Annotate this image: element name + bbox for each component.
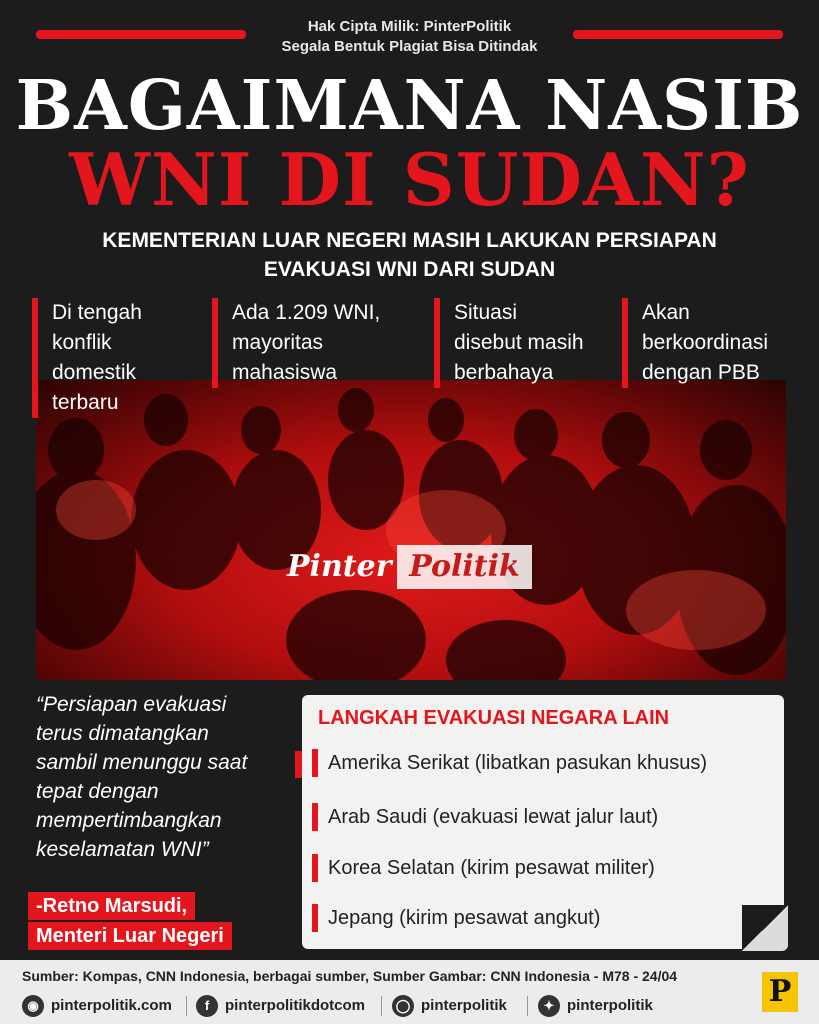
evacuation-card: [302, 695, 784, 949]
speaker-name: -Retno Marsudi,: [28, 892, 195, 920]
instagram-label: pinterpolitik: [421, 997, 507, 1014]
subheadline: [0, 226, 819, 284]
crowd-silhouette-illustration: [36, 380, 786, 680]
facebook-link[interactable]: [196, 994, 365, 1018]
subheadline-line-1: KEMENTERIAN LUAR NEGERI MASIH LAKUKAN PERSIAPAN: [102, 229, 717, 252]
facebook-icon: f: [196, 995, 218, 1017]
copyright-line-2: Segala Bentuk Plagiat Bisa Ditindak: [281, 38, 538, 55]
divider: [527, 996, 528, 1016]
pinterpolitik-watermark: [287, 545, 532, 589]
evacuation-step-2: Arab Saudi (evakuasi lewat jalur laut): [312, 803, 658, 831]
key-point-3: Situasi disebut masih berbahaya: [434, 298, 584, 388]
quote-text: “Persiapan evakuasi terus dimatangkan sambil menunggu saat tepat dengan mempertimbangkan keselamatan WNI”: [36, 693, 248, 861]
key-point-1: Di tengah konflik domestik terbaru: [32, 298, 142, 418]
evacuation-step-4: Jepang (kirim pesawat angkut): [312, 904, 600, 932]
facebook-label: pinterpolitikdotcom: [225, 997, 365, 1014]
sources-text: Sumber: Kompas, CNN Indonesia, berbagai sumber, Sumber Gambar: CNN Indonesia - M78 - 24/04: [22, 968, 678, 984]
twitter-icon: ✦: [538, 995, 560, 1017]
evacuation-step-1: Amerika Serikat (libatkan pasukan khusus): [312, 749, 707, 777]
divider: [186, 996, 187, 1016]
speaker-role: Menteri Luar Negeri: [28, 922, 232, 950]
subheadline-line-2: EVAKUASI WNI DARI SUDAN: [263, 258, 556, 281]
key-point-2: Ada 1.209 WNI, mayoritas mahasiswa: [212, 298, 380, 388]
copyright-line-1: Hak Cipta Milik: PinterPolitik: [307, 18, 512, 35]
headline-line-1: BAGAIMANA NASIB: [15, 66, 804, 146]
divider: [381, 996, 382, 1016]
key-point-4: Akan berkoordinasi dengan PBB: [622, 298, 768, 388]
twitter-link[interactable]: [538, 994, 653, 1018]
watermark-right: Politik: [397, 545, 532, 589]
website-link[interactable]: [22, 994, 172, 1018]
website-label: pinterpolitik.com: [51, 997, 172, 1014]
watermark-left: Pinter: [287, 549, 392, 584]
footer: [0, 960, 819, 1024]
page-curl-decoration: [742, 905, 788, 951]
globe-icon: ◉: [22, 995, 44, 1017]
evacuation-step-3: Korea Selatan (kirim pesawat militer): [312, 854, 655, 882]
evacuees-photo: [36, 380, 786, 680]
copyright-notice: [0, 17, 819, 57]
instagram-link[interactable]: [392, 994, 507, 1018]
key-points: [32, 298, 792, 418]
instagram-icon: ◯: [392, 995, 414, 1017]
twitter-label: pinterpolitik: [567, 997, 653, 1014]
evacuation-title: LANGKAH EVAKUASI NEGARA LAIN: [318, 707, 670, 729]
headline-line-2: WNI DI SUDAN?: [69, 137, 750, 222]
pinterpolitik-logo: P: [762, 972, 798, 1012]
